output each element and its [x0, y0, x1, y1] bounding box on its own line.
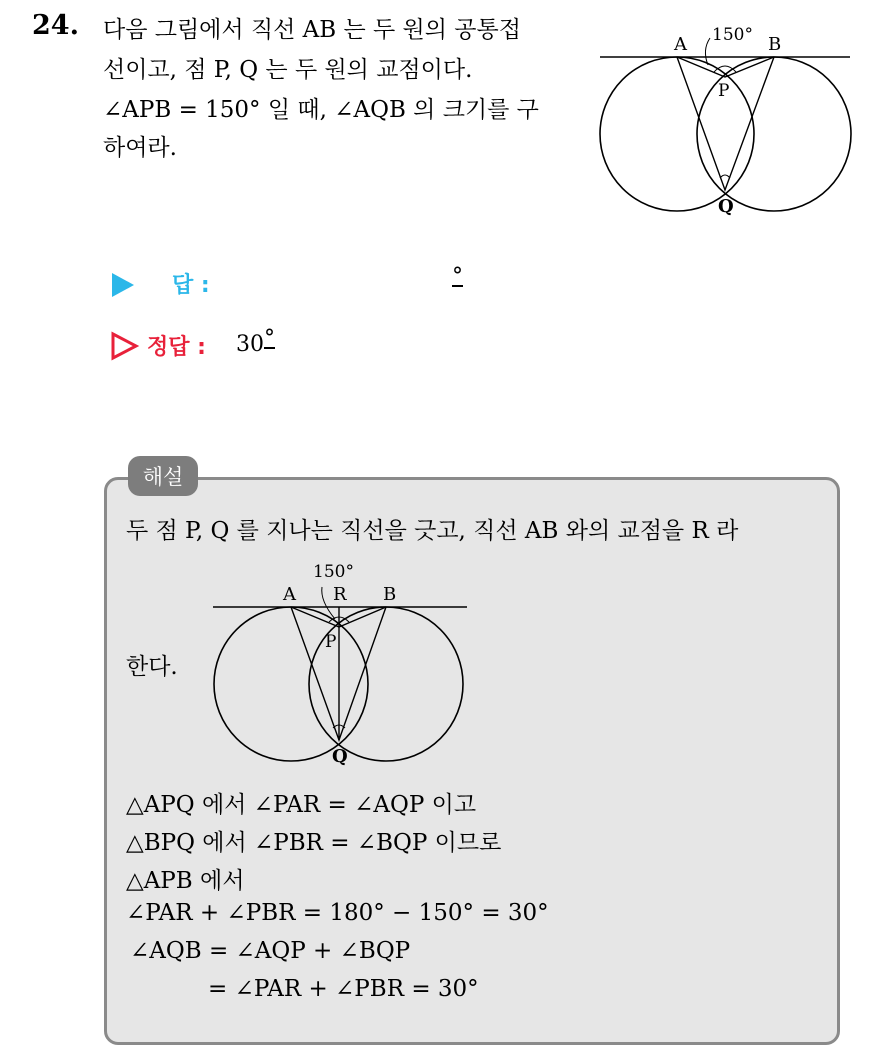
answer-label: 답 :: [172, 273, 210, 298]
solution-left-circle: [214, 607, 368, 761]
solution-line-3: △APB 에서: [126, 868, 245, 894]
question-line-3: ∠APB = 150° 일 때, ∠AQB 의 크기를 구: [103, 97, 539, 123]
solution-line-6: = ∠PAR + ∠PBR = 30°: [208, 976, 479, 1002]
key-value: 30: [236, 332, 264, 357]
question-line-1: 다음 그림에서 직선 AB 는 두 원의 공통접: [103, 17, 521, 43]
angle-arc-q: [720, 175, 730, 178]
answer-unit: °: [452, 264, 463, 289]
solution-label-q: Q: [332, 746, 348, 767]
solution-right-circle: [309, 607, 463, 761]
angle-pointer: [705, 38, 710, 65]
key-arrow-icon: [110, 331, 140, 361]
solution-label-angle: 150°: [313, 562, 354, 582]
question-number: 24.: [32, 10, 79, 41]
solution-line-1: △APQ 에서 ∠PAR = ∠AQP 이고: [126, 792, 477, 818]
question-line-2: 선이고, 점 P, Q 는 두 원의 교점이다.: [103, 57, 473, 83]
label-angle: 150°: [712, 25, 753, 45]
solution-label-r: R: [333, 584, 347, 605]
label-b: B: [768, 34, 782, 55]
angle-arc-p: [714, 66, 736, 72]
solution-intro: 두 점 P, Q 를 지나는 직선을 긋고, 직선 AB 와의 교점을 R 라: [126, 518, 739, 544]
label-q: Q: [718, 196, 734, 217]
solution-figure: [205, 555, 480, 770]
solution-label-p: P: [325, 632, 337, 652]
key-label: 정답 :: [147, 335, 206, 360]
key-unit: °: [264, 326, 275, 351]
solution-line-5: ∠AQB = ∠AQP + ∠BQP: [130, 938, 411, 964]
left-circle: [600, 57, 754, 211]
solution-intro-end: 한다.: [126, 654, 178, 680]
question-line-4: 하여라.: [103, 135, 177, 161]
solution-tag: 해설: [128, 456, 198, 496]
solution-line-4: ∠PAR + ∠PBR = 180° − 150° = 30°: [126, 900, 549, 926]
answer-arrow-icon: [112, 273, 134, 297]
question-figure: [590, 10, 860, 230]
label-a: A: [674, 34, 687, 55]
solution-label-b: B: [383, 584, 397, 605]
solution-line-2: △BPQ 에서 ∠PBR = ∠BQP 이므로: [126, 830, 502, 856]
solution-label-a: A: [283, 584, 296, 605]
label-p: P: [718, 81, 730, 101]
